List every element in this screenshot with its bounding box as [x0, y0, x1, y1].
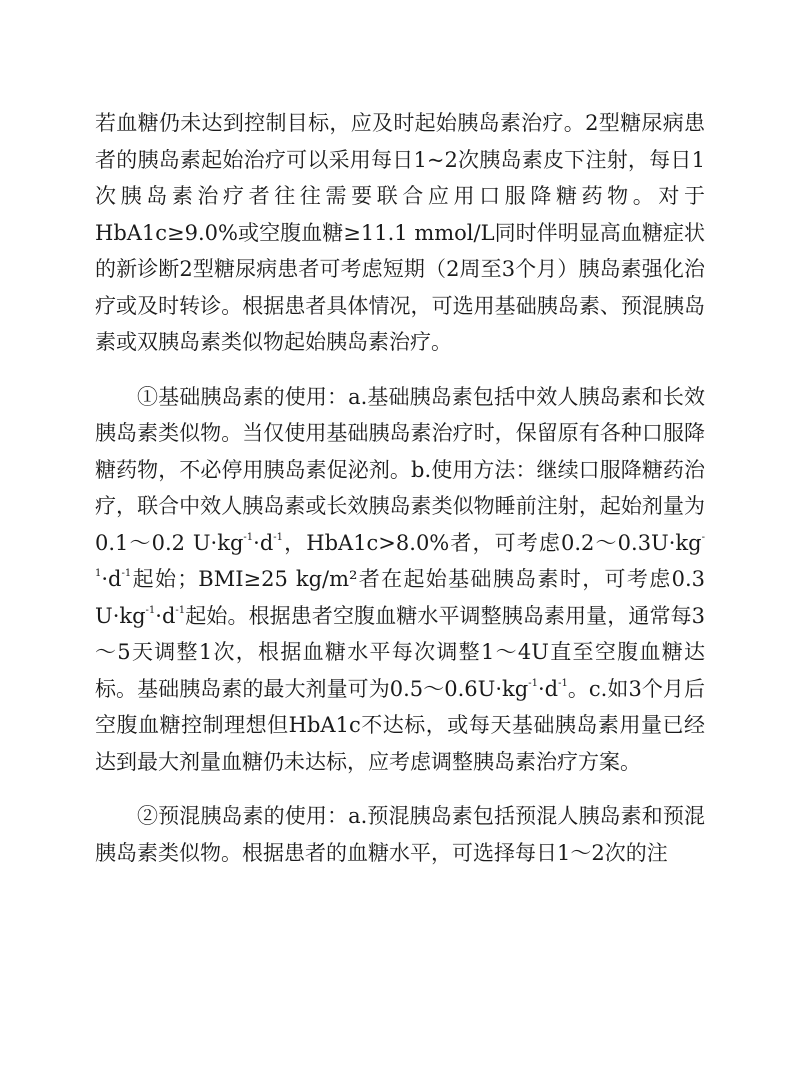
superscript: -1: [558, 677, 568, 689]
text-run: ·d: [253, 530, 274, 555]
superscript: -1: [243, 531, 254, 543]
paragraph-gap: [95, 361, 705, 379]
text-run: 起始；BMI≥25 kg/m²者在起始基础胰岛素时，可考虑0.3 U·kg: [95, 567, 705, 628]
paragraph-gap: [95, 780, 705, 798]
text-run: ，HbA1c>8.0%者，可考虑0.2～0.3U·kg: [283, 530, 702, 555]
paragraph-basal-insulin: [95, 379, 705, 781]
text-run: ①基础胰岛素的使用：a.基础胰岛素包括中效人胰岛素和长效胰岛素类似物。当仅使用基础胰岛素治疗时，保留原有各种口服降糖药物，不必停用胰岛素促泌剂。b.使用方法：继续口服降糖药治疗，联合中效人胰岛素或长效胰岛素类似物睡前注射，起始剂量为0.1～0.2 U·kg: [95, 384, 705, 555]
paragraph-premixed-insulin: ②预混胰岛素的使用：a.预混胰岛素包括预混人胰岛素和预混胰岛素类似物。根据患者的血糖水平，可选择每日1～2次的注: [95, 804, 705, 865]
text-run: 。c.如3个月后空腹血糖控制理想但HbA1c不达标，或每天基础胰岛素用量已经达到最大剂量血糖仍未达标，应考虑调整胰岛素治疗方案。: [95, 676, 705, 774]
superscript: -1: [273, 531, 284, 543]
text-run: ·d: [537, 676, 559, 701]
paragraph-insulin-initiation: 若血糖仍未达到控制目标，应及时起始胰岛素治疗。2型糖尿病患者的胰岛素起始治疗可以采用每日1~2次胰岛素皮下注射，每日1次胰岛素治疗者往往需要联合应用口服降糖药物。对于HbA1c≥9.0%或空腹血糖≥11.1 mmol/L同时伴明显高血糖症状的新诊断2型糖尿病患者可考虑短期（2周至3个月）胰岛素强化治疗或及时转诊。根据患者具体情况，可选用基础胰岛素、预混胰岛素或双胰岛素类似物起始胰岛素治疗。: [95, 111, 705, 354]
superscript: -1: [145, 604, 156, 616]
text-run: ·d: [101, 567, 122, 591]
superscript: -1: [528, 677, 538, 689]
text-run: ·d: [155, 603, 176, 628]
superscript: -1: [175, 604, 186, 616]
superscript: -1: [95, 531, 705, 579]
text-run: 起始。根据患者空腹血糖水平调整胰岛素用量，通常每3～5天调整1次，根据血糖水平每次调整1～4U直至空腹血糖达标。基础胰岛素的最大剂量可为0.5～0.6U·kg: [95, 603, 705, 701]
superscript: -1: [121, 568, 132, 579]
